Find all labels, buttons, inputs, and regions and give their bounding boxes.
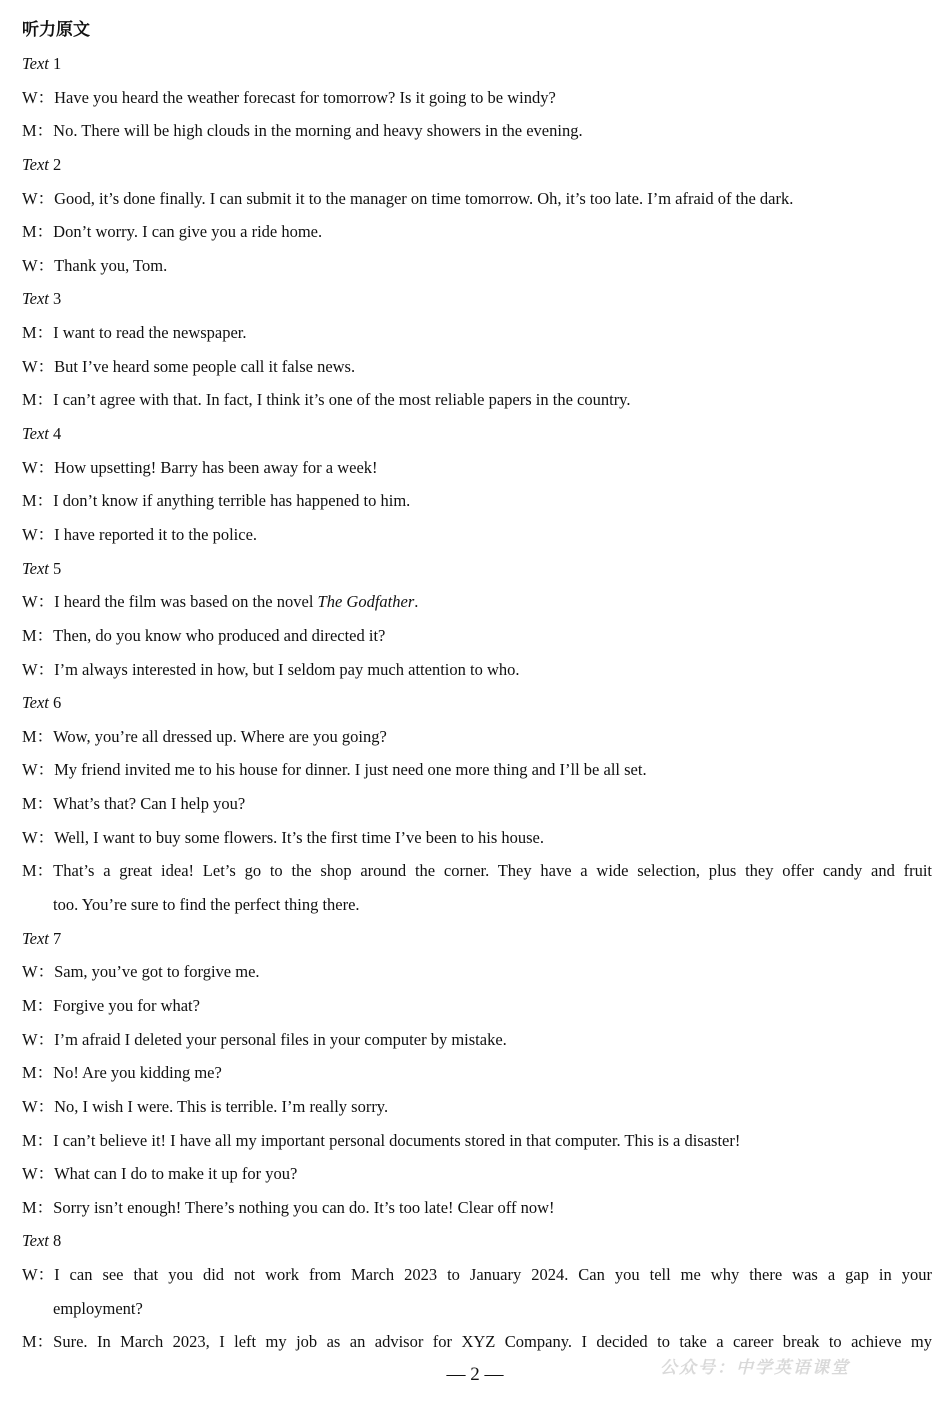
speaker-label: M： <box>22 995 54 1015</box>
dialogue-continuation <box>22 1292 932 1326</box>
dialogue-line <box>22 81 932 115</box>
dialogue-text: I’m always interested in how, but I seldom pay much attention to who. <box>54 659 520 679</box>
section-label-word: Text <box>22 1231 49 1251</box>
dialogue-line <box>22 484 932 518</box>
speaker-label: M： <box>22 390 54 410</box>
speaker-label: M： <box>22 1130 54 1150</box>
section-label <box>22 282 932 316</box>
dialogue-text: Then, do you know who produced and directed it? <box>53 625 386 645</box>
section-label-number: 6 <box>53 693 62 713</box>
dialogue-text: I heard the film was based on the novel <box>54 592 318 612</box>
dialogue-text: Thank you, Tom. <box>54 255 168 275</box>
dialogue-line <box>22 1090 932 1124</box>
dialogue-line <box>22 350 932 384</box>
section-label <box>22 686 932 720</box>
page-heading: 听力原文 <box>22 20 90 40</box>
dialogue-line <box>22 1056 932 1090</box>
page-number: — 2 — <box>446 1364 504 1385</box>
dialogue-line <box>22 821 932 855</box>
dialogue-line <box>22 215 932 249</box>
dialogue-line <box>22 518 932 552</box>
dialogue-text: I can see that you did not work from March 2023 to January 2024. Can you tell me why there was a gap in your <box>54 1265 932 1285</box>
dialogue-text: What’s that? Can I help you? <box>53 794 246 814</box>
speaker-label: M： <box>22 1197 54 1217</box>
speaker-label: M： <box>22 625 54 645</box>
dialogue-text: Sam, you’ve got to forgive me. <box>54 962 260 982</box>
dialogue-text: I want to read the newspaper. <box>53 323 247 343</box>
book-title: The Godfather <box>317 592 415 612</box>
dialogue-text: I can’t believe it! I have all my important personal documents stored in that computer. This is a disaster! <box>53 1130 741 1150</box>
dialogue-line <box>22 249 932 283</box>
dialogue-line <box>22 585 932 619</box>
section-label-number: 4 <box>53 424 62 444</box>
dialogue-text: I don’t know if anything terrible has happened to him. <box>53 491 411 511</box>
dialogue-line <box>22 753 932 787</box>
dialogue-line <box>22 619 932 653</box>
dialogue-line <box>22 1124 932 1158</box>
dialogue-text: I have reported it to the police. <box>54 524 258 544</box>
dialogue-text: Well, I want to buy some flowers. It’s the first time I’ve been to his house. <box>54 827 544 847</box>
section-label-word: Text <box>22 558 49 578</box>
dialogue-text: Good, it’s done finally. I can submit it to the manager on time tomorrow. Oh, it’s too late. I’m afraid of the dark. <box>54 188 794 208</box>
section-label-number: 3 <box>53 289 62 309</box>
section-label-number: 1 <box>53 54 62 73</box>
dialogue-text: Don’t worry. I can give you a ride home. <box>53 222 323 242</box>
dialogue-text-end: . <box>414 592 419 612</box>
speaker-label: M： <box>22 726 54 746</box>
dialogue-line <box>22 1258 932 1292</box>
dialogue-continuation <box>22 888 932 922</box>
dialogue-line <box>22 989 932 1023</box>
dialogue-text: That’s a great idea! Let’s go to the shop around the corner. They have a wide selection, plus they offer candy and fruit <box>53 861 932 881</box>
section-label-number: 8 <box>53 1231 62 1251</box>
speaker-label: W： <box>22 87 55 107</box>
dialogue-text: Sure. In March 2023, I left my job as an advisor for XYZ Company. I decided to take a career break to achieve my <box>53 1332 932 1352</box>
section-label <box>22 47 932 81</box>
section-label-word: Text <box>22 693 49 713</box>
dialogue-line <box>22 720 932 754</box>
speaker-label: M： <box>22 1063 54 1083</box>
speaker-label: W： <box>22 760 55 780</box>
section-label <box>22 922 932 956</box>
speaker-label: W： <box>22 457 55 477</box>
dialogue-text: No! Are you kidding me? <box>53 1063 222 1083</box>
transcript-lines <box>22 47 932 1359</box>
dialogue-line <box>22 114 932 148</box>
section-label-number: 5 <box>53 558 62 578</box>
section-label-word: Text <box>22 928 49 948</box>
dialogue-line <box>22 955 932 989</box>
speaker-label: M： <box>22 491 54 511</box>
dialogue-line <box>22 182 932 216</box>
section-label <box>22 1224 932 1258</box>
speaker-label: W： <box>22 1265 55 1285</box>
dialogue-text: Wow, you’re all dressed up. Where are you going? <box>53 726 387 746</box>
dialogue-line <box>22 653 932 687</box>
dialogue-text: How upsetting! Barry has been away for a week! <box>54 457 378 477</box>
section-label <box>22 148 932 182</box>
dialogue-text: My friend invited me to his house for dinner. I just need one more thing and I’ll be all set. <box>54 760 647 780</box>
section-label-number: 2 <box>53 154 62 174</box>
dialogue-text: Sorry isn’t enough! There’s nothing you can do. It’s too late! Clear off now! <box>53 1197 555 1217</box>
speaker-label: W： <box>22 524 55 544</box>
dialogue-line <box>22 1191 932 1225</box>
speaker-label: W： <box>22 962 55 982</box>
section-label-number: 7 <box>53 928 62 948</box>
dialogue-text: No, I wish I were. This is terrible. I’m really sorry. <box>54 1096 389 1116</box>
speaker-label: M： <box>22 222 54 242</box>
speaker-label: M： <box>22 1332 54 1352</box>
speaker-label: W： <box>22 356 55 376</box>
speaker-label: W： <box>22 659 55 679</box>
speaker-label: W： <box>22 1164 55 1184</box>
transcript-page <box>22 14 932 1359</box>
dialogue-line <box>22 787 932 821</box>
section-label <box>22 552 932 586</box>
speaker-label: M： <box>22 323 54 343</box>
section-label-word: Text <box>22 289 49 309</box>
dialogue-text: I can’t agree with that. In fact, I think it’s one of the most reliable papers in the country. <box>53 390 631 410</box>
section-label <box>22 417 932 451</box>
speaker-label: W： <box>22 1029 55 1049</box>
speaker-label: W： <box>22 827 55 847</box>
dialogue-text: employment? <box>53 1298 143 1318</box>
speaker-label: W： <box>22 255 55 275</box>
dialogue-line <box>22 316 932 350</box>
dialogue-text: What can I do to make it up for you? <box>54 1164 298 1184</box>
speaker-label: W： <box>22 1096 55 1116</box>
speaker-label: W： <box>22 188 55 208</box>
dialogue-line <box>22 383 932 417</box>
watermark-logo: 公众号：中学英语课堂 <box>660 1358 850 1378</box>
speaker-label: W： <box>22 592 55 612</box>
dialogue-text: too. You’re sure to find the perfect thing there. <box>53 895 360 915</box>
section-label-word: Text <box>22 54 49 73</box>
dialogue-text: But I’ve heard some people call it false news. <box>54 356 356 376</box>
dialogue-text: No. There will be high clouds in the morning and heavy showers in the evening. <box>53 121 583 141</box>
section-label-word: Text <box>22 424 49 444</box>
speaker-label: M： <box>22 861 54 881</box>
dialogue-line <box>22 1023 932 1057</box>
section-label-word: Text <box>22 154 49 174</box>
dialogue-line <box>22 1157 932 1191</box>
dialogue-text: I’m afraid I deleted your personal files in your computer by mistake. <box>54 1029 507 1049</box>
dialogue-line <box>22 451 932 485</box>
dialogue-line <box>22 854 932 888</box>
speaker-label: M： <box>22 794 54 814</box>
dialogue-text: Forgive you for what? <box>53 995 200 1015</box>
speaker-label: M： <box>22 121 54 141</box>
dialogue-text: Have you heard the weather forecast for tomorrow? Is it going to be windy? <box>54 87 556 107</box>
